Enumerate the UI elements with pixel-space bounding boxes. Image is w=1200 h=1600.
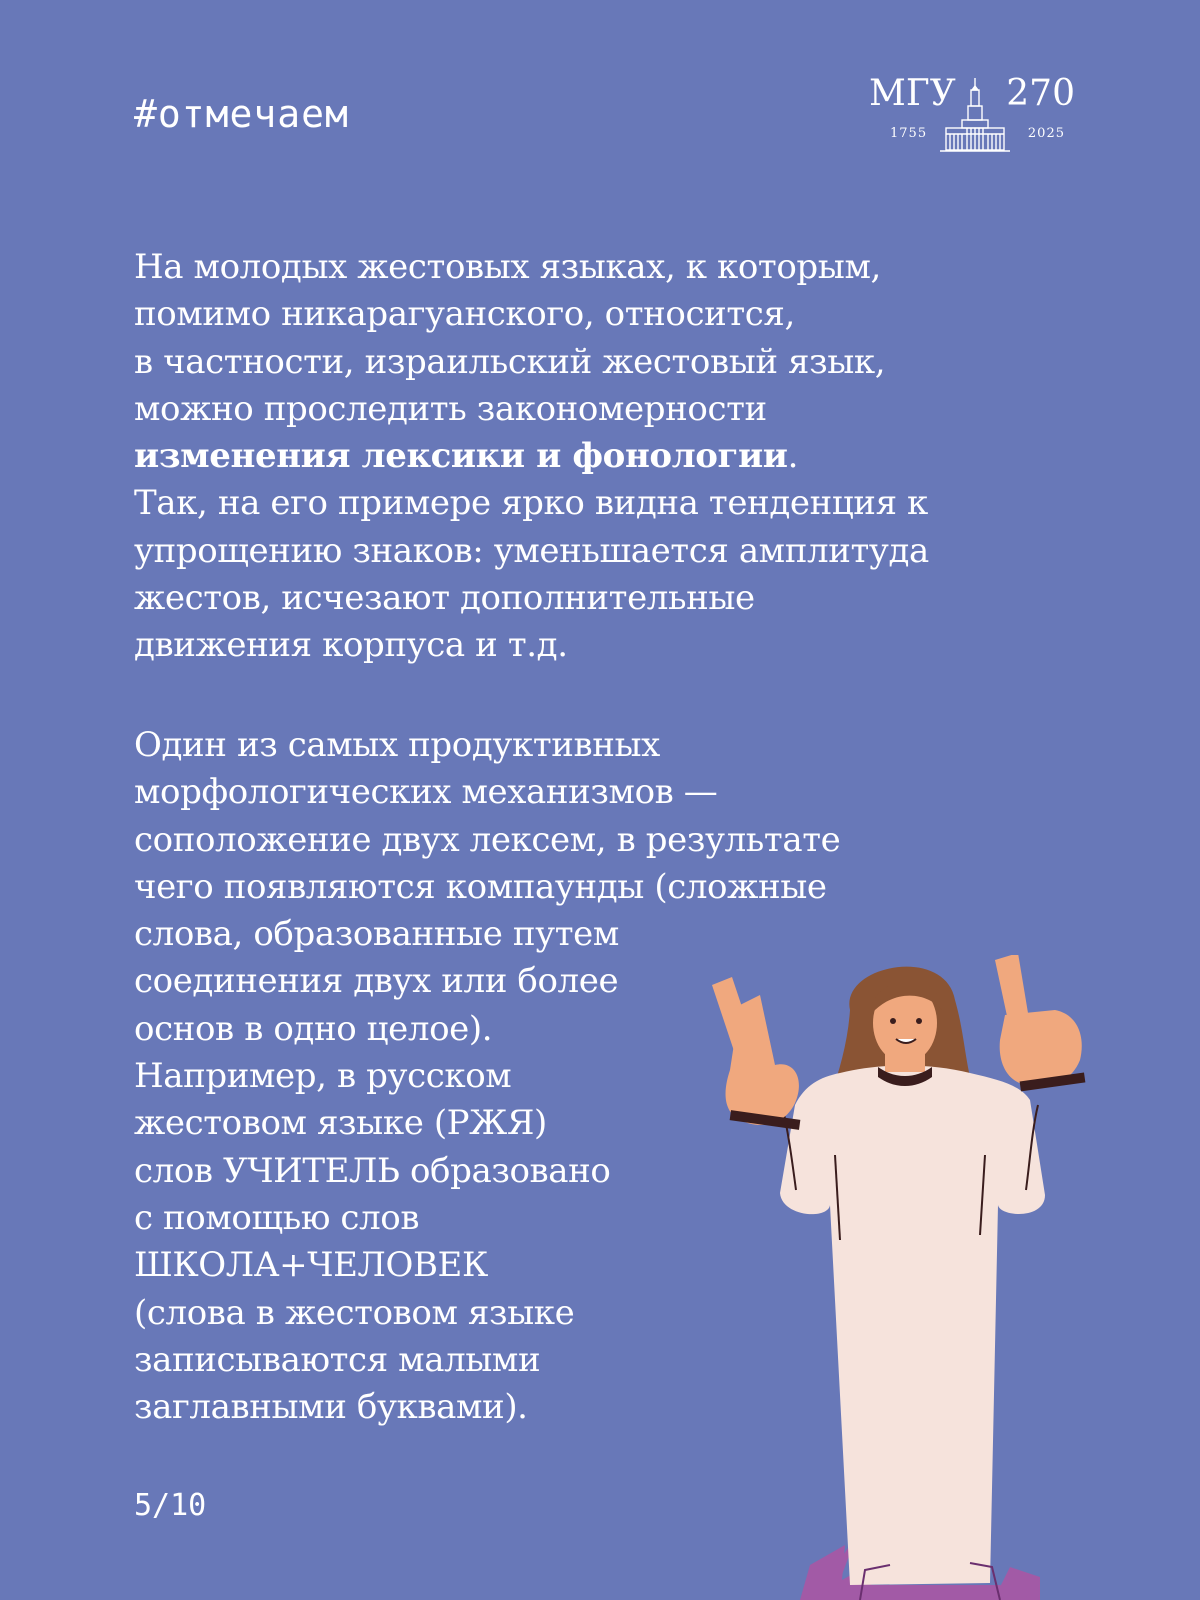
text-line: На молодых жестовых языках, к которым, [134, 247, 881, 287]
text-line: заглавными буквами). [134, 1387, 528, 1428]
text-line: с помощью слов [134, 1197, 420, 1238]
logo-year-start: 1755 [890, 126, 928, 141]
text-line: чего появляются компаунды (сложные [134, 866, 827, 907]
text-line: Один из самых продуктивных [134, 725, 660, 765]
sweater [780, 1066, 1045, 1586]
text-line: движения корпуса и т.д. [134, 625, 568, 666]
bold-suffix: . [787, 436, 799, 477]
woman-pointing-up-illustration [700, 955, 1150, 1600]
text-line: упрощению знаков: уменьшается амплитуда [134, 530, 929, 571]
text-line: жестов, исчезают дополнительные [134, 578, 755, 619]
text-line: можно проследить закономерности [134, 388, 767, 429]
text-line: Например, в русском [134, 1056, 512, 1097]
msu-270-logo [865, 73, 1075, 158]
text-line: ШКОЛА+ЧЕЛОВЕК [134, 1245, 488, 1286]
logo-270-text: 270 [1006, 73, 1075, 114]
text-line: (слова в жестовом языке [134, 1292, 575, 1333]
text-line: соположение двух лексем, в результате [134, 819, 841, 860]
skirt-lower [840, 1585, 1000, 1600]
text-line: помимо никарагуанского, относится, [134, 294, 795, 335]
hashtag-title: #отмечаем [134, 92, 349, 136]
text-line-bold [134, 433, 929, 480]
text-line: записываются малыми [134, 1339, 541, 1380]
text-line: Так, на его примере ярко видна тенденция к [134, 483, 928, 524]
text-line: слова, образованные путем [134, 914, 619, 955]
paragraph-young-sign-languages [134, 244, 929, 670]
logo-msu-text: МГУ [869, 73, 956, 114]
text-line: в частности, израильский жестовый язык, [134, 341, 886, 382]
text-line: морфологических механизмов — [134, 772, 718, 813]
text-line: жестовом языке (РЖЯ) [134, 1103, 547, 1144]
university-building-icon [940, 76, 1010, 158]
logo-year-end: 2025 [1027, 126, 1065, 141]
text-line: слов УЧИТЕЛЬ образовано [134, 1150, 611, 1191]
page-indicator: 5/10 [134, 1488, 207, 1523]
text-line: соединения двух или более [134, 961, 619, 1002]
bold-phrase: изменения лексики и фонологии [134, 436, 788, 477]
text-line: основ в одно целое). [134, 1008, 493, 1049]
